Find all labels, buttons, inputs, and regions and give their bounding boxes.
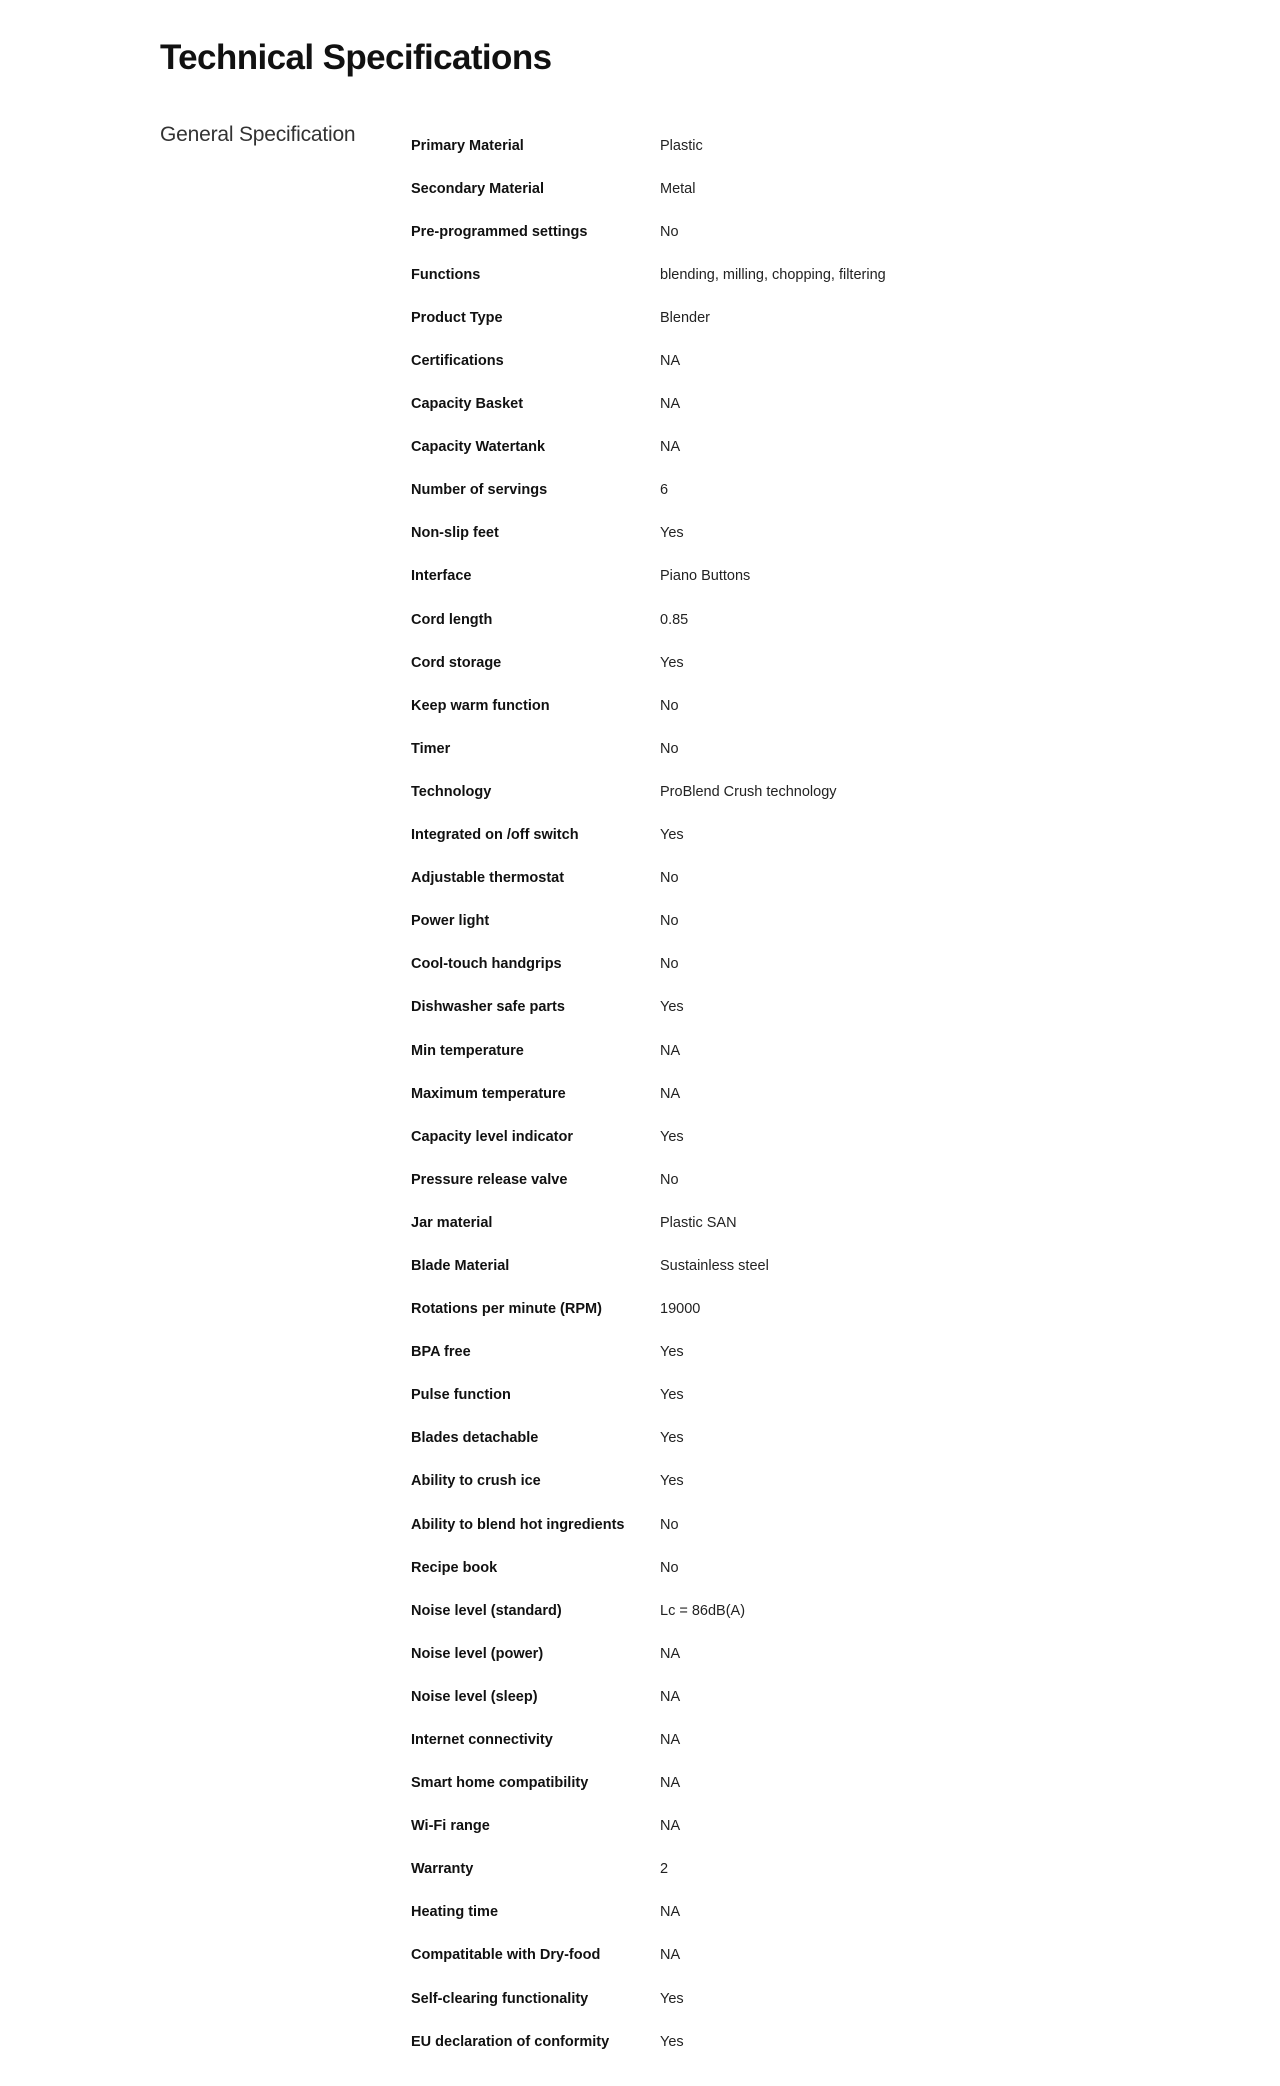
spec-value: No — [660, 223, 679, 240]
page-title: Technical Specifications — [160, 38, 552, 77]
spec-value: Yes — [660, 1387, 684, 1404]
spec-label: Cool-touch handgrips — [411, 956, 562, 973]
spec-value: 0.85 — [660, 611, 689, 628]
spec-label: Capacity Watertank — [411, 439, 546, 456]
spec-label: Ability to blend hot ingredients — [411, 1516, 625, 1533]
spec-label: Primary Material — [411, 137, 524, 154]
spec-value: NA — [660, 1775, 681, 1792]
spec-row — [411, 339, 1011, 382]
spec-row — [411, 1201, 1011, 1244]
spec-row — [411, 426, 1011, 469]
spec-row — [411, 555, 1011, 598]
spec-value: No — [660, 697, 679, 714]
spec-value: NA — [660, 439, 681, 456]
spec-value: NA — [660, 1947, 681, 1964]
spec-row — [411, 1848, 1011, 1891]
spec-label: Blade Material — [411, 1257, 510, 1274]
spec-value: NA — [660, 1904, 681, 1921]
spec-value: 2 — [660, 1861, 669, 1878]
spec-value: Yes — [660, 1128, 684, 1145]
spec-label: Cord storage — [411, 654, 502, 671]
spec-value: No — [660, 1559, 679, 1576]
spec-label: Compatitable with Dry-food — [411, 1947, 601, 1964]
spec-row — [411, 1158, 1011, 1201]
spec-value: Yes — [660, 1430, 684, 1447]
spec-row — [411, 383, 1011, 426]
spec-value: NA — [660, 396, 681, 413]
spec-row — [411, 1762, 1011, 1805]
spec-row — [411, 814, 1011, 857]
spec-label: Self-clearing functionality — [411, 1990, 589, 2007]
spec-label: Wi-Fi range — [411, 1818, 490, 1835]
spec-row — [411, 1675, 1011, 1718]
spec-value: Plastic SAN — [660, 1214, 737, 1231]
spec-label: Capacity level indicator — [411, 1128, 573, 1145]
spec-row — [411, 1503, 1011, 1546]
spec-label: Pressure release valve — [411, 1171, 568, 1188]
spec-value: Yes — [660, 2033, 684, 2050]
spec-value: NA — [660, 1732, 681, 1749]
spec-row — [411, 1331, 1011, 1374]
spec-row — [411, 1417, 1011, 1460]
spec-value: Blender — [660, 309, 710, 326]
spec-label: Maximum temperature — [411, 1085, 566, 1102]
spec-label: Noise level (standard) — [411, 1602, 562, 1619]
spec-row — [411, 124, 1011, 167]
spec-label: Noise level (sleep) — [411, 1688, 538, 1705]
spec-value: blending, milling, chopping, filtering — [660, 266, 886, 283]
spec-row — [411, 210, 1011, 253]
spec-row — [411, 1029, 1011, 1072]
spec-row — [411, 943, 1011, 986]
spec-label: Keep warm function — [411, 697, 550, 714]
spec-value: Yes — [660, 1473, 684, 1490]
spec-row — [411, 1977, 1011, 2020]
spec-label: Certifications — [411, 353, 504, 370]
spec-label: Warranty — [411, 1861, 474, 1878]
spec-label: Interface — [411, 568, 472, 585]
spec-row — [411, 1805, 1011, 1848]
spec-row — [411, 598, 1011, 641]
spec-label: Dishwasher safe parts — [411, 999, 565, 1016]
spec-value: Yes — [660, 1990, 684, 2007]
spec-row — [411, 727, 1011, 770]
spec-value: Yes — [660, 525, 684, 542]
spec-value: ProBlend Crush technology — [660, 783, 837, 800]
spec-row — [411, 1288, 1011, 1331]
spec-row — [411, 986, 1011, 1029]
spec-label: Min temperature — [411, 1042, 524, 1059]
spec-label: Internet connectivity — [411, 1732, 553, 1749]
spec-value: No — [660, 1171, 679, 1188]
spec-value: Metal — [660, 180, 696, 197]
spec-row — [411, 167, 1011, 210]
spec-label: Ability to crush ice — [411, 1473, 541, 1490]
spec-value: NA — [660, 1645, 681, 1662]
spec-row — [411, 770, 1011, 813]
spec-label: BPA free — [411, 1344, 471, 1361]
spec-row — [411, 2020, 1011, 2063]
spec-label: Pulse function — [411, 1387, 511, 1404]
spec-label: Cord length — [411, 611, 493, 628]
spec-value: NA — [660, 1818, 681, 1835]
spec-table — [411, 124, 1011, 2063]
spec-row — [411, 1072, 1011, 1115]
spec-label: EU declaration of conformity — [411, 2033, 610, 2050]
spec-row — [411, 1244, 1011, 1287]
spec-value: 19000 — [660, 1301, 701, 1318]
spec-value: No — [660, 740, 679, 757]
spec-row — [411, 1460, 1011, 1503]
spec-value: Plastic — [660, 137, 703, 154]
spec-label: Non-slip feet — [411, 525, 499, 542]
spec-label: Blades detachable — [411, 1430, 539, 1447]
spec-label: Noise level (power) — [411, 1645, 544, 1662]
spec-label: Integrated on /off switch — [411, 827, 579, 844]
spec-value: No — [660, 913, 679, 930]
spec-value: Sustainless steel — [660, 1257, 769, 1274]
spec-value: No — [660, 1516, 679, 1533]
spec-label: Product Type — [411, 309, 503, 326]
spec-value: Yes — [660, 999, 684, 1016]
spec-row — [411, 1718, 1011, 1761]
section-title: General Specification — [160, 123, 356, 146]
spec-row — [411, 1934, 1011, 1977]
spec-label: Number of servings — [411, 482, 548, 499]
spec-row — [411, 1115, 1011, 1158]
spec-row — [411, 512, 1011, 555]
spec-label: Recipe book — [411, 1559, 498, 1576]
spec-row — [411, 469, 1011, 512]
spec-value: Yes — [660, 827, 684, 844]
spec-value: Piano Buttons — [660, 568, 751, 585]
spec-label: Heating time — [411, 1904, 499, 1921]
spec-label: Pre-programmed settings — [411, 223, 588, 240]
spec-row — [411, 296, 1011, 339]
spec-row — [411, 641, 1011, 684]
spec-row — [411, 684, 1011, 727]
spec-label: Power light — [411, 913, 490, 930]
spec-value: Lc = 86dB(A) — [660, 1602, 746, 1619]
spec-row — [411, 1632, 1011, 1675]
spec-label: Jar material — [411, 1214, 493, 1231]
spec-row — [411, 900, 1011, 943]
spec-row — [411, 1374, 1011, 1417]
spec-label: Capacity Basket — [411, 396, 524, 413]
spec-label: Technology — [411, 783, 492, 800]
spec-row — [411, 1891, 1011, 1934]
spec-value: No — [660, 956, 679, 973]
spec-label: Secondary Material — [411, 180, 544, 197]
spec-value: NA — [660, 1042, 681, 1059]
spec-label: Rotations per minute (RPM) — [411, 1301, 602, 1318]
spec-value: Yes — [660, 1344, 684, 1361]
spec-value: Yes — [660, 654, 684, 671]
spec-value: NA — [660, 1085, 681, 1102]
spec-label: Smart home compatibility — [411, 1775, 589, 1792]
spec-value: NA — [660, 1688, 681, 1705]
spec-value: 6 — [660, 482, 669, 499]
spec-value: No — [660, 870, 679, 887]
spec-row — [411, 1589, 1011, 1632]
spec-row — [411, 857, 1011, 900]
spec-label: Adjustable thermostat — [411, 870, 565, 887]
spec-label: Timer — [411, 740, 451, 757]
spec-label: Functions — [411, 266, 481, 283]
spec-value: NA — [660, 353, 681, 370]
spec-row — [411, 253, 1011, 296]
spec-row — [411, 1546, 1011, 1589]
